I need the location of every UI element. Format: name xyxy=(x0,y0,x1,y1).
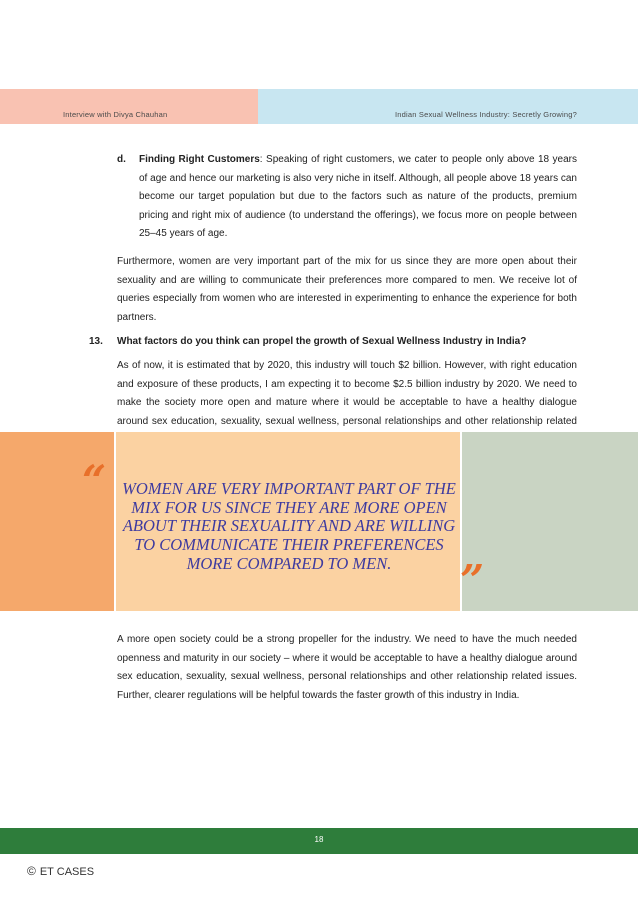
question-heading xyxy=(89,333,579,351)
list-item-title: Finding Right Customers xyxy=(139,154,260,165)
divider xyxy=(114,432,116,611)
copyright-text: ET CASES xyxy=(39,866,95,878)
header-left-band xyxy=(0,89,258,124)
header-left-title: Interview with Divya Chauhan xyxy=(63,110,168,119)
copyright xyxy=(27,864,94,878)
page-number: 18 xyxy=(314,835,324,844)
list-item-content xyxy=(139,151,577,244)
header-right-title: Indian Sexual Wellness Industry: Secretly Growing? xyxy=(394,110,577,119)
pull-quote-text: WOMEN ARE VERY IMPORTANT PART OF THE MIX FOR US SINCE THEY ARE MORE OPEN ABOUT THEIR SEXUALITY AND ARE WILLING TO COMMUNICATE THEIR PREFERENCES MORE COMPARED TO MEN. xyxy=(122,479,456,573)
list-item-d xyxy=(117,151,577,244)
list-marker: d. xyxy=(117,154,126,165)
answer-paragraph: As of now, it is estimated that by 2020, this industry will touch $2 billion. However, with right education and exposure of these products, I am expecting it to become $2.5 billion industry by 2020. We need to make the society more open and mature where it would be acceptable to have a healthy dialogue around sex education, sexuality, sexual wellness, personal relationships and other relationship related xyxy=(117,360,577,427)
question-text: What factors do you think can propel the growth of Sexual Wellness Industry in India? xyxy=(117,336,527,347)
body-paragraph: Furthermore, women are very important part of the mix for us since they are more open about their sexuality and are willing to communicate their preferences more compared to men. We receive lot of queries especially from women who are interested in experimenting to enhance the experience for both partners. xyxy=(117,256,577,323)
footer-bar xyxy=(0,828,638,854)
open-quote-icon: “ xyxy=(82,456,107,505)
page-header xyxy=(0,89,638,124)
header-right-band xyxy=(258,89,638,124)
close-quote-icon: ” xyxy=(460,556,485,605)
copyright-icon: © xyxy=(27,864,36,878)
question-number: 13. xyxy=(89,336,103,347)
list-item-text: : Speaking of right customers, we cater to people only above 18 years of age and hence our marketing is also very niche in itself. Although, all people above 18 years can become our target population but due to the factors such as nature of the products, premium pricing and right mix of audience (to understand the offerings), we focus more on people between 25–45 years of age. xyxy=(139,154,577,239)
quote-band-right xyxy=(460,432,638,611)
body-paragraph: A more open society could be a strong propeller for the industry. We need to have the much needed openness and maturity in our society – where it would be acceptable to have a healthy dialogue around sex education, sexuality, sexual wellness, personal relationships and other relationship related issues. Further, clearer regulations will be helpful towards the faster growth of this industry in India. xyxy=(117,634,577,701)
